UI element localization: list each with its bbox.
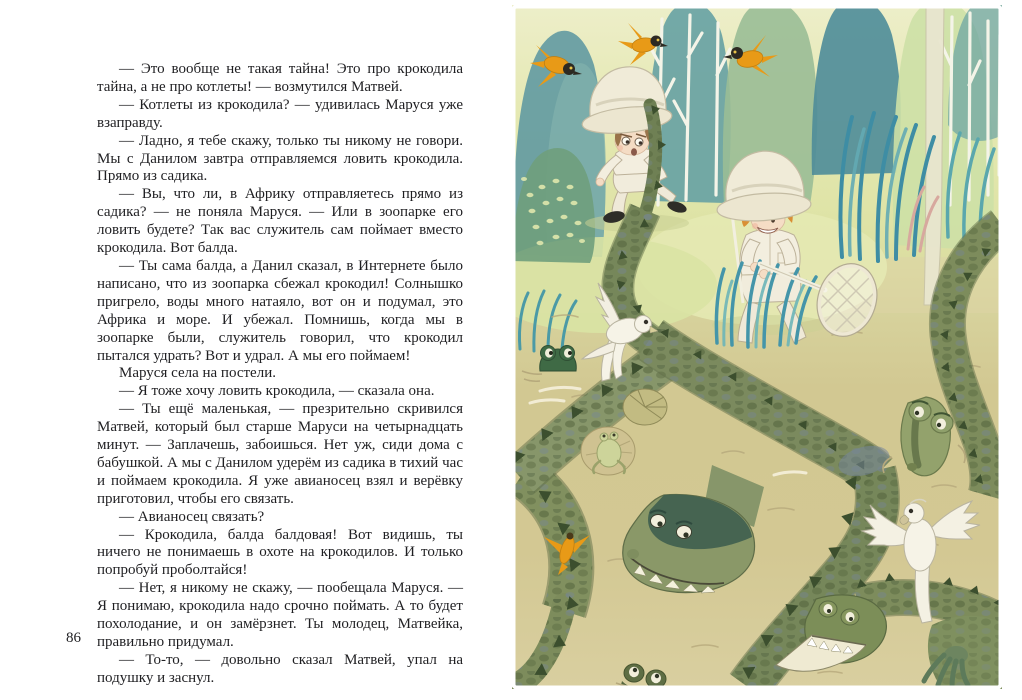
paragraph: — Ладно, я тебе скажу, только ты никому не говори. Мы с Данилом завтра отправляемся ловить крокодила. Прямо из садика. [97,132,463,185]
paragraph: — Авианосец связать? [119,508,265,525]
crocodile-corner-back [924,616,1002,689]
story-text [97,61,463,688]
paragraph: — Вы, что ли, в Африку отправляетесь прямо из садика? — не поняла Маруся. — Или в зоопарке его ловить будете? Так вас служитель сам поймает вместо крокодила. Вот балда. [97,186,463,257]
paragraph: — Это вообще не такая тайна! Это про крокодила тайна, а не про котлеты! — возмутился Матвей. [97,61,463,95]
paragraph: — Я тоже хочу ловить крокодила, — сказала она. [119,383,435,400]
paragraph: Маруся села на постели. [119,365,276,382]
paragraph: — Ты ещё маленькая, — презрительно скривился Матвей, который был старше Маруси на четырнадцать минут. — Заплачешь, забоишься. Нет уж, сиди дома с бабушкой. А мы с Данилом удерём из садика в тихий час и поймаем крокодила. Я уже авианосец взял и верёвку приготовил, чтобы его связать. [97,401,463,507]
paragraph: — Крокодила, балда балдовая! Вот видишь, ты ничего не понимаешь в охоте на крокодилов. И только попробуй проболтайся! [97,526,463,579]
paragraph: — Котлеты из крокодила? — удивилась Маруся уже взаправду. [97,96,463,131]
page-number: 86 [66,630,81,646]
paragraph: — Ты сама балда, а Данил сказал, в Интернете было написано, что из зоопарка сбежал крокодил! Солнышко пригрело, воды много натаяло, вот он и подумал, это Африка и море. И убежал. Помнишь, когда мы в зоопарке были, служитель говорил, что крокодил пытался удрать? Вот и удрал. А мы его поймаем! [97,257,463,364]
book-illustration [512,5,1002,689]
paragraph: — Нет, я никому не скажу, — пообещала Маруся. — Я понимаю, крокодила надо срочно поймать. А то будет похолодание, и он замёрзнет. Ты молодец, Матвейка, правильно придумал. [97,580,463,650]
paragraph: — То-то, — довольно сказал Матвей, упал на подушку и заснул. [97,651,463,686]
